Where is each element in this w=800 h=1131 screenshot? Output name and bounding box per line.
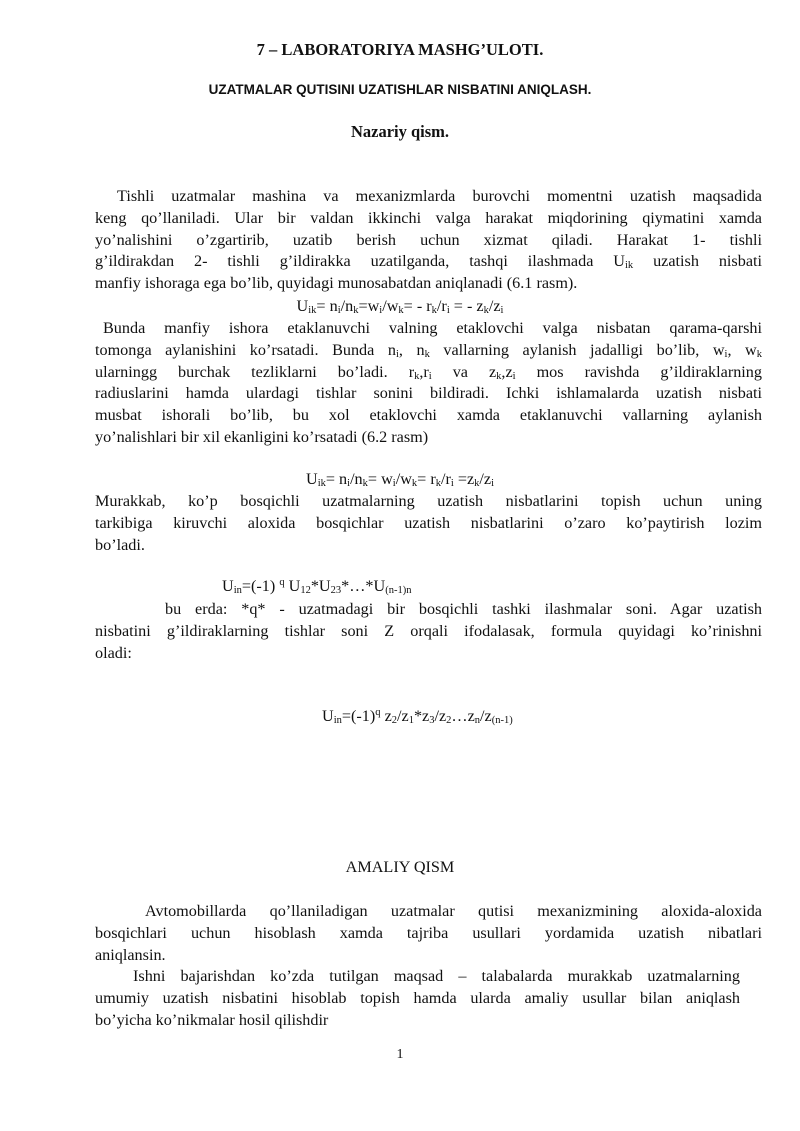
lab-subtitle: UZATMALAR QUTISINI UZATISHLAR NISBATINI ANIQLASH.: [208, 82, 592, 97]
text-line: keng qo’llaniladi. Ular bir valdan ikkinchi valga harakat miqdorining qiymatini xamda: [95, 208, 762, 227]
practical-heading: AMALIY QISM: [345, 858, 455, 876]
text-line: bu erda: *q* - uzatmadagi bir bosqichli tashki ilashmalar soni. Agar uzatish: [165, 600, 762, 618]
paragraph-task: [95, 901, 762, 966]
text-line: oladi:: [95, 643, 132, 662]
text-line: tomonga aylanishini ko’rsatadi. Bunda $n_i$, $n_k$ vallarning aylanish jadalligi bo’lib, $w_i$, $w_k$: [95, 340, 762, 360]
text-line: manfiy ishoraga ega bo’lib, quyidagi munosabatdan aniqlanadi (6.1 rasm).: [95, 274, 578, 293]
paragraph-where: [95, 599, 762, 664]
text-line: yo’nalishlari bir xil ekanligini ko’rsatadi (6.2 rasm): [95, 427, 429, 446]
formula-internal-ratio: $U_{ik}= n_i/n_k= w_i/w_k= r_k/r_i =z_k/z_i$: [305, 470, 495, 489]
text-line: tarkibiga kiruvchi aloxida bosqichlar uzatish nisbatlarini o’zaro ko’paytirish lozim: [95, 513, 762, 532]
formula-external-ratio: $U_{ik}= n_i/n_k=w_i/w_k= - r_k/r_i$ = - $z_k/z_i$: [296, 297, 504, 316]
text-line: radiuslarini hamda ulardagi tishlar sonini bildiradi. Ichki ishlamalarda uzatish nisbati: [95, 384, 762, 403]
text-line: musbat ishorali bo’lib, bu xol etaklovchi xamda etaklanuvchi vallarning aylanish: [95, 406, 762, 425]
text-line: Avtomobillarda qo’llaniladigan uzatmalar qutisi mexanizmining aloxida-aloxida: [145, 902, 762, 920]
text-line: aniqlansin.: [95, 945, 166, 964]
paragraph-intro: [95, 186, 762, 295]
paragraph-explanation: [95, 318, 762, 449]
section-heading: Nazariy qism.: [350, 122, 450, 141]
lab-title: 7 – LABORATORIYA MASHG’ULOTI.: [256, 40, 544, 59]
paragraph-multistage: [95, 491, 762, 556]
text-line: Bunda manfiy ishora etaklanuvchi valning etaklovchi valga nisbatan qarama-qarshi: [103, 319, 762, 337]
paragraph-goal: [95, 966, 740, 1031]
text-line: yo’nalishini o’zgartirib, uzatib berish uchun xizmat qiladi. Harakat 1- tishli: [95, 230, 762, 249]
text-line: g’ildirakdan 2- tishli g’ildirakka uzatilganda, tashqi ilashmada $U_{ik}$ uzatish nisbati: [95, 252, 763, 272]
text-line: bosqichlari uchun hisoblash xamda tajriba usullari yordamida uzatish nibatlari: [95, 923, 762, 942]
text-line: Ishni bajarishdan ko’zda tutilgan maqsad – talabalarda murakkab uzatmalarning: [133, 967, 740, 985]
text-line: umumiy uzatish nisbatini hisoblab topish hamda ularda amaliy usullar bilan aniqlash: [95, 988, 740, 1007]
text-line: nisbatini g’ildiraklarning tishlar soni Z orqali ifodalasak, formula quyidagi ko’rinishni: [95, 621, 762, 640]
text-line: Tishli uzatmalar mashina va mexanizmlarda burovchi momentni uzatish maqsadida: [117, 187, 762, 205]
text-line: Murakkab, ko’p bosqichli uzatmalarning uzatish nisbatlarini topish uchun uning: [95, 492, 762, 510]
text-line: bo’yicha ko’nikmalar hosil qilishdir: [95, 1010, 329, 1029]
text-line: ularningg burchak tezliklarni bo’ladi. $r_k,r_i$ va $z_k,z_i$ mos ravishda g’ildiraklarning: [95, 362, 762, 382]
text-line: bo’ladi.: [95, 535, 145, 554]
formula-teeth-ratio: $U_{in}=(-1)^q$ $z_2/z_1*z_3/z_2\dots z_n/z_{(n-1)}$: [322, 707, 513, 726]
page-number: 1: [396, 1047, 404, 1062]
formula-total-ratio: $U_{in}=(-1)$ $^q$ $U_{12}*U_{23}*\dots*U_{(n-1)n}$: [222, 577, 412, 596]
